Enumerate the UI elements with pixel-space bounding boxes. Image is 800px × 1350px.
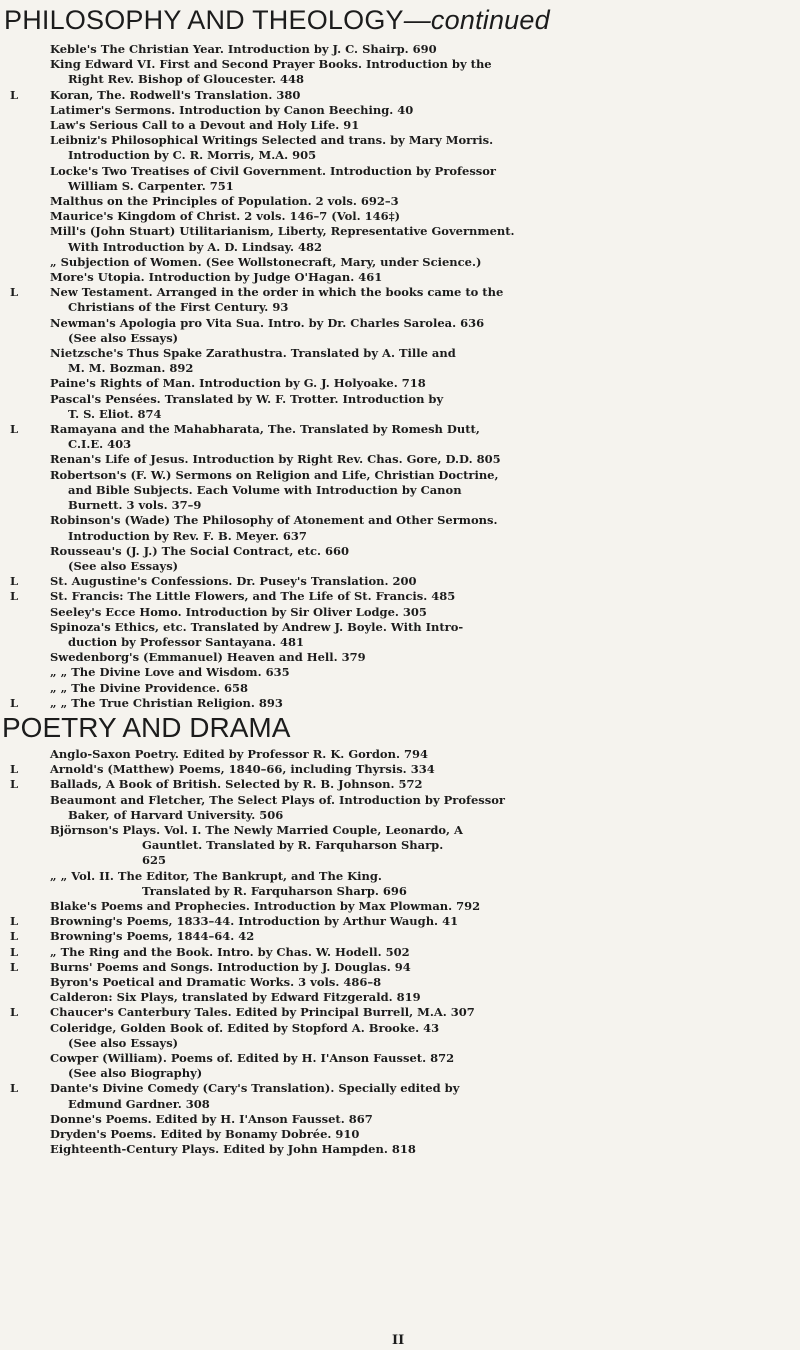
catalogue-entry — [4, 793, 786, 823]
entry-text — [50, 650, 786, 665]
entry-line: Leibniz's Philosophical Writings Selected and trans. by Mary Morris. — [50, 133, 494, 148]
library-mark: L — [10, 285, 19, 300]
library-mark: L — [10, 87, 19, 102]
catalogue-entry — [4, 57, 786, 87]
entry-text — [50, 316, 786, 346]
entry-text — [50, 1021, 786, 1051]
entry-line: (See also Essays) — [68, 1035, 179, 1050]
entry-text — [50, 574, 786, 589]
entry-text — [50, 990, 786, 1005]
entry-line: Law's Serious Call to a Devout and Holy Life. 91 — [50, 118, 360, 133]
entry-line: Edmund Gardner. 308 — [68, 1096, 210, 1111]
catalogue-entry — [4, 270, 786, 285]
entry-text — [50, 665, 786, 680]
entry-line: Keble's The Christian Year. Introduction by J. C. Shairp. 690 — [50, 42, 437, 56]
entry-line: Locke's Two Treatises of Civil Government. Introduction by Professor — [50, 163, 496, 178]
entry-line: Mill's (John Stuart) Utilitarianism, Liberty, Representative Government. — [50, 224, 515, 239]
entry-line: Translated by R. Farquharson Sharp. 696 — [142, 883, 407, 898]
entry-text — [50, 255, 786, 270]
entry-line: Pascal's Pensées. Translated by W. F. Trotter. Introduction by — [50, 391, 444, 406]
entry-text — [50, 468, 786, 514]
entry-text — [50, 914, 786, 929]
catalogue-entry — [4, 1005, 786, 1020]
entry-text — [50, 133, 786, 163]
entry-text — [50, 103, 786, 118]
entry-line: Dryden's Poems. Edited by Bonamy Dobrée. 910 — [50, 1127, 360, 1142]
entry-text — [50, 452, 786, 467]
catalogue-entry — [4, 392, 786, 422]
entry-line: Spinoza's Ethics, etc. Translated by Andrew J. Boyle. With Intro- — [50, 619, 464, 634]
catalogue-entry — [4, 255, 786, 270]
entry-line: Eighteenth-Century Plays. Edited by John Hampden. 818 — [50, 1142, 416, 1157]
entry-text — [50, 270, 786, 285]
entry-line: T. S. Eliot. 874 — [68, 406, 162, 421]
catalogue-entry — [4, 544, 786, 574]
entry-text — [50, 513, 786, 543]
entry-text — [50, 869, 786, 899]
entry-line: Chaucer's Canterbury Tales. Edited by Principal Burrell, M.A. 307 — [50, 1005, 475, 1020]
catalogue-entry — [4, 118, 786, 133]
entry-text — [50, 376, 786, 391]
catalogue-entry — [4, 914, 786, 929]
catalogue-entry — [4, 990, 786, 1005]
entry-line: Right Rev. Bishop of Gloucester. 448 — [68, 72, 304, 87]
entry-line: Ramayana and the Mahabharata, The. Translated by Romesh Dutt, — [50, 422, 480, 437]
catalogue-entry — [4, 103, 786, 118]
library-mark: L — [10, 777, 19, 792]
entry-text — [50, 777, 786, 792]
entry-line: „ The Ring and the Book. Intro. by Chas. W. Hodell. 502 — [50, 944, 410, 959]
entry-line: Beaumont and Fletcher, The Select Plays of. Introduction by Professor — [50, 792, 505, 807]
catalogue-entry — [4, 452, 786, 467]
entry-line: Newman's Apologia pro Vita Sua. Intro. by Dr. Charles Sarolea. 636 — [50, 315, 485, 330]
catalogue-entry — [4, 1127, 786, 1142]
catalogue-entry — [4, 1142, 786, 1157]
catalogue-entry — [4, 574, 786, 589]
catalogue-entry — [4, 376, 786, 391]
entry-text — [50, 224, 786, 254]
entry-text — [50, 1112, 786, 1127]
library-mark: L — [10, 914, 19, 929]
entry-text — [50, 164, 786, 194]
entry-text — [50, 747, 786, 762]
entry-text — [50, 960, 786, 975]
catalogue-entry — [4, 665, 786, 680]
catalogue-entry — [4, 316, 786, 346]
entry-line: 625 — [142, 853, 167, 868]
catalogue-entry — [4, 620, 786, 650]
entry-line: St. Augustine's Confessions. Dr. Pusey's Translation. 200 — [50, 574, 417, 589]
entry-line: (See also Essays) — [68, 330, 179, 345]
catalogue-entry — [4, 589, 786, 604]
library-mark: L — [10, 929, 19, 944]
library-mark: L — [10, 422, 19, 437]
library-mark: L — [10, 574, 19, 589]
entry-text — [50, 975, 786, 990]
entry-line: Koran, The. Rodwell's Translation. 380 — [50, 87, 301, 102]
entry-line: Introduction by Rev. F. B. Meyer. 637 — [68, 528, 307, 543]
library-mark: L — [10, 1081, 19, 1096]
catalogue-entry — [4, 209, 786, 224]
catalogue-entry — [4, 747, 786, 762]
entry-text — [50, 544, 786, 574]
catalogue-entry — [4, 696, 786, 711]
entry-line: Coleridge, Golden Book of. Edited by Stopford A. Brooke. 43 — [50, 1020, 440, 1035]
catalogue-entry — [4, 224, 786, 254]
catalogue-entry — [4, 681, 786, 696]
section-title-text: PHILOSOPHY AND THEOLOGY — [4, 5, 404, 35]
library-mark: L — [10, 589, 19, 604]
entry-line: Introduction by C. R. Morris, M.A. 905 — [68, 148, 317, 163]
entry-line: William S. Carpenter. 751 — [68, 178, 234, 193]
entry-line: Calderon: Six Plays, translated by Edward Fitzgerald. 819 — [50, 990, 421, 1005]
entry-line: King Edward VI. First and Second Prayer Books. Introduction by the — [50, 57, 492, 72]
entry-line: New Testament. Arranged in the order in which the books came to the — [50, 285, 504, 300]
entry-line: Malthus on the Principles of Population. 2 vols. 692–3 — [50, 194, 399, 209]
entry-line: St. Francis: The Little Flowers, and The Life of St. Francis. 485 — [50, 589, 456, 604]
catalogue-entry — [4, 513, 786, 543]
catalogue-entry — [4, 869, 786, 899]
catalogue-entry — [4, 929, 786, 944]
catalogue-entry — [4, 975, 786, 990]
entry-text — [50, 823, 786, 869]
catalogue-entry — [4, 650, 786, 665]
entry-line: Gauntlet. Translated by R. Farquharson Sharp. — [142, 838, 444, 853]
catalogue-entry — [4, 605, 786, 620]
entry-line: Björnson's Plays. Vol. I. The Newly Married Couple, Leonardo, A — [50, 822, 463, 837]
entry-line: Baker, of Harvard University. 506 — [68, 807, 284, 822]
entry-text — [50, 605, 786, 620]
catalogue-entry — [4, 422, 786, 452]
entry-line: Blake's Poems and Prophecies. Introduction by Max Plowman. 792 — [50, 898, 481, 913]
entry-text — [50, 194, 786, 209]
entry-text — [50, 793, 786, 823]
catalogue-entry — [4, 346, 786, 376]
poetry-heading: POETRY AND DRAMA — [2, 711, 291, 743]
entry-line: Arnold's (Matthew) Poems, 1840–66, including Thyrsis. 334 — [50, 762, 435, 777]
catalogue-entry — [4, 1051, 786, 1081]
entry-text — [50, 1005, 786, 1020]
catalogue-entry — [4, 777, 786, 792]
library-mark: L — [10, 959, 19, 974]
entry-text — [50, 57, 786, 87]
entry-line: Browning's Poems, 1833–44. Introduction by Arthur Waugh. 41 — [50, 914, 459, 929]
philosophy-entry-list — [4, 42, 786, 711]
entry-line: M. M. Bozman. 892 — [68, 361, 194, 376]
catalogue-entry — [4, 42, 786, 57]
library-mark: L — [10, 1005, 19, 1020]
entry-text — [50, 681, 786, 696]
entry-line: Renan's Life of Jesus. Introduction by Right Rev. Chas. Gore, D.D. 805 — [50, 452, 501, 467]
entry-text — [50, 1127, 786, 1142]
entry-text — [50, 209, 786, 224]
entry-line: Robertson's (F. W.) Sermons on Religion and Life, Christian Doctrine, — [50, 467, 499, 482]
entry-line: Nietzsche's Thus Spake Zarathustra. Translated by A. Tille and — [50, 346, 456, 361]
library-mark: L — [10, 762, 19, 777]
entry-line: Maurice's Kingdom of Christ. 2 vols. 146–7 (Vol. 146‡) — [50, 209, 401, 224]
entry-line: Anglo-Saxon Poetry. Edited by Professor R. K. Gordon. 794 — [50, 746, 428, 761]
entry-line: Robinson's (Wade) The Philosophy of Atonement and Other Sermons. — [50, 513, 498, 528]
entry-line: Burnett. 3 vols. 37–9 — [68, 498, 202, 513]
poetry-entry-list — [4, 747, 786, 1157]
entry-line: Christians of the First Century. 93 — [68, 300, 289, 315]
catalogue-entry — [4, 194, 786, 209]
entry-line: Burns' Poems and Songs. Introduction by J. Douglas. 94 — [50, 959, 411, 974]
entry-text — [50, 762, 786, 777]
catalogue-entry — [4, 762, 786, 777]
entry-text — [50, 620, 786, 650]
entry-line: „ „ The Divine Providence. 658 — [50, 680, 249, 695]
entry-text — [50, 899, 786, 914]
entry-text — [50, 285, 786, 315]
entry-text — [50, 929, 786, 944]
catalogue-entry — [4, 1112, 786, 1127]
entry-line: Latimer's Sermons. Introduction by Canon Beeching. 40 — [50, 102, 414, 117]
catalogue-entry — [4, 960, 786, 975]
catalogue-entry — [4, 945, 786, 960]
entry-line: „ Subjection of Women. (See Wollstonecraft, Mary, under Science.) — [50, 254, 482, 269]
catalogue-entry — [4, 88, 786, 103]
entry-text — [50, 346, 786, 376]
catalogue-entry — [4, 1081, 786, 1111]
entry-text — [50, 42, 786, 57]
entry-line: With Introduction by A. D. Lindsay. 482 — [68, 239, 323, 254]
library-mark: L — [10, 695, 19, 710]
entry-line: „ „ Vol. II. The Editor, The Bankrupt, and The King. — [50, 868, 382, 883]
page-folio: II — [392, 1333, 405, 1348]
entry-text — [50, 1081, 786, 1111]
entry-line: Paine's Rights of Man. Introduction by G. J. Holyoake. 718 — [50, 376, 426, 391]
entry-line: Byron's Poetical and Dramatic Works. 3 vols. 486–8 — [50, 974, 382, 989]
entry-line: Dante's Divine Comedy (Cary's Translation). Specially edited by — [50, 1081, 460, 1096]
catalogue-entry — [4, 133, 786, 163]
entry-text — [50, 422, 786, 452]
catalogue-entry — [4, 468, 786, 514]
entry-line: Ballads, A Book of British. Selected by R. B. Johnson. 572 — [50, 777, 423, 792]
entry-line: duction by Professor Santayana. 481 — [68, 634, 305, 649]
entry-text — [50, 589, 786, 604]
entry-line: Browning's Poems, 1844–64. 42 — [50, 929, 255, 944]
entry-text — [50, 1142, 786, 1157]
catalogue-entry — [4, 164, 786, 194]
entry-text — [50, 696, 786, 711]
entry-text — [50, 88, 786, 103]
entry-line: C.I.E. 403 — [68, 437, 132, 452]
entry-line: Cowper (William). Poems of. Edited by H. I'Anson Fausset. 872 — [50, 1051, 455, 1065]
entry-line: „ „ The Divine Love and Wisdom. 635 — [50, 665, 290, 680]
entry-line: (See also Biography) — [68, 1066, 203, 1081]
entry-line: Seeley's Ecce Homo. Introduction by Sir Oliver Lodge. 305 — [50, 604, 427, 619]
entry-line: Donne's Poems. Edited by H. I'Anson Fausset. 867 — [50, 1111, 373, 1126]
catalogue-entry — [4, 823, 786, 869]
catalogue-entry — [4, 899, 786, 914]
catalogue-entry — [4, 1021, 786, 1051]
entry-line: Rousseau's (J. J.) The Social Contract, etc. 660 — [50, 543, 350, 558]
entry-line: „ „ The True Christian Religion. 893 — [50, 695, 283, 710]
entry-text — [50, 945, 786, 960]
section-title — [4, 4, 786, 36]
entry-line: Swedenborg's (Emmanuel) Heaven and Hell. 379 — [50, 650, 366, 665]
library-mark: L — [10, 944, 19, 959]
entry-text — [50, 392, 786, 422]
entry-text — [50, 118, 786, 133]
entry-text — [50, 1051, 786, 1081]
catalogue-entry — [4, 285, 786, 315]
entry-line: (See also Essays) — [68, 558, 179, 573]
entry-line: and Bible Subjects. Each Volume with Introduction by Canon — [68, 482, 462, 497]
continued-label: —continued — [403, 5, 550, 35]
entry-line: More's Utopia. Introduction by Judge O'Hagan. 461 — [50, 270, 383, 285]
